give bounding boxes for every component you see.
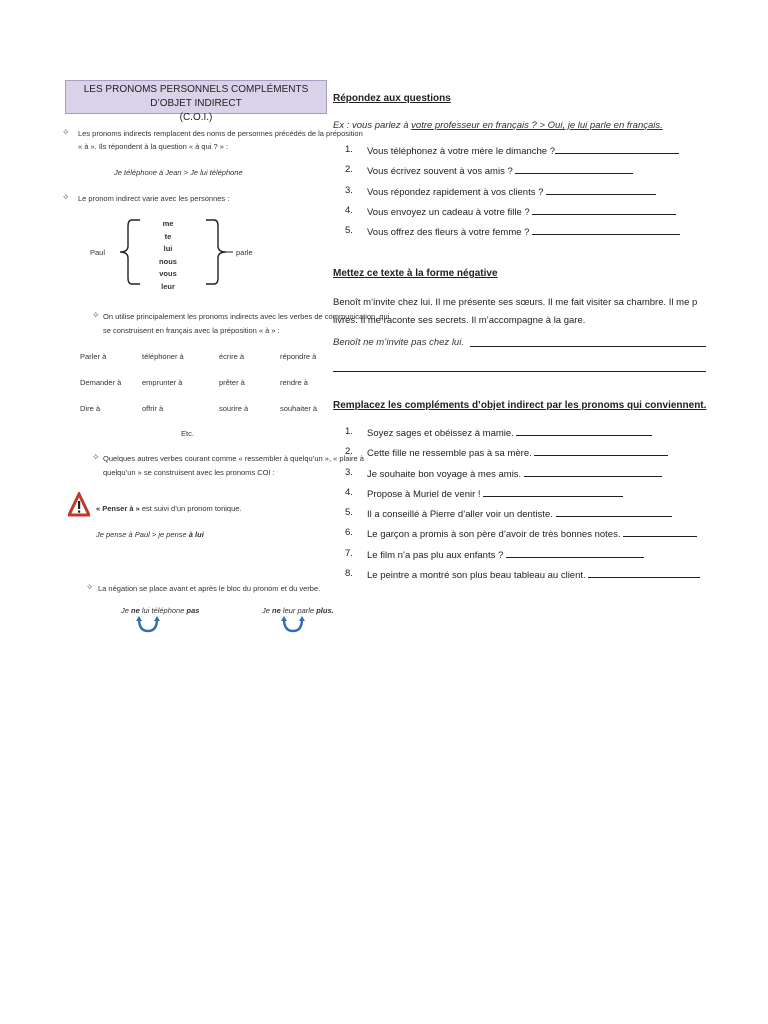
item-number: 4. (345, 486, 353, 498)
paragraph-line-1: Benoît m’invite chez lui. Il me présente ses sœurs. Il me fait visiter sa chambre. Il me p (333, 297, 698, 308)
warning-example-bold: à lui (188, 530, 204, 539)
paragraph-line-2: livres. Il me raconte ses secrets. Il m’accompagne à la gare. (333, 315, 586, 326)
bullet-diamond-icon: ✧ (92, 310, 100, 320)
item-number: 7. (345, 547, 353, 559)
answer-blank[interactable] (524, 467, 662, 477)
pronoun-column (152, 218, 184, 293)
worksheet-title-box (65, 80, 327, 123)
item-number: 8. (345, 568, 353, 580)
verb-cell: écrire à (219, 352, 245, 361)
sentence-text: Il a conseillé à Pierre d’aller voir un dentiste. (367, 509, 553, 521)
verb-cell: offrir à (142, 404, 164, 413)
neg2-plus: plus. (316, 606, 334, 615)
etc-label: Etc. (181, 429, 194, 438)
item-number: 5. (345, 507, 353, 519)
warning-prefix: « Penser à » (96, 504, 140, 513)
title-line-2: (C.O.I.) (179, 112, 213, 123)
verb-cell: répondre à (280, 352, 317, 361)
item-number: 4. (345, 204, 353, 216)
sentence-text: Cette fille ne ressemble pas à sa mère. (367, 448, 532, 460)
answer-example: Benoît ne m’invite pas chez lui. (333, 337, 464, 348)
question-text: Vous téléphonez à votre mère le dimanche ? (367, 146, 556, 157)
neg1-ne: ne (131, 606, 140, 615)
answer-rule[interactable] (333, 371, 706, 372)
item-number: 2. (345, 446, 353, 458)
diagram-subject: Paul (90, 248, 106, 257)
example-1: Je téléphone à Jean > Je lui téléphone (114, 168, 243, 177)
verb-cell: téléphoner à (142, 352, 184, 361)
answer-blank[interactable] (532, 205, 676, 215)
answer-blank[interactable] (588, 568, 700, 578)
verb-cell: rendre à (280, 378, 308, 387)
bullet-diamond-icon: ✧ (92, 452, 100, 462)
answer-blank[interactable] (506, 548, 644, 558)
verb-cell: sourire à (219, 404, 249, 413)
example-start: Ex : vous parlez à (333, 120, 412, 131)
sentence-text: Propose à Muriel de venir ! (367, 488, 481, 500)
item-number: 6. (345, 527, 353, 539)
example-line (333, 120, 663, 131)
verb-cell: emprunter à (142, 378, 183, 387)
negation-paragraph (333, 294, 768, 330)
answer-blank[interactable] (623, 527, 697, 537)
answer-rule[interactable] (470, 346, 706, 347)
verb-cell: Demander à (80, 378, 122, 387)
answer-blank[interactable] (534, 446, 668, 456)
title-line-1: LES PRONOMS PERSONNELS COMPLÉMENTS D’OBJET INDIRECT (83, 84, 309, 109)
bullet-diamond-icon: ✧ (86, 582, 94, 592)
sentence-text: Le peintre a montré son plus beau tableau au client. (367, 570, 586, 582)
warning-text (96, 503, 242, 514)
rule1-line1: Les pronoms indirects remplacent des noms de personnes précédés de la préposition (78, 129, 363, 138)
curved-arrow-icon (135, 616, 161, 634)
answer-blank[interactable] (516, 426, 652, 436)
rule1-line2: « à ». Ils répondent à la question « à qui ? » : (78, 142, 229, 151)
rule3-line2: se construisent en français avec la préposition « à » : (103, 326, 280, 335)
neg2-mid: leur parle (280, 606, 317, 615)
curved-arrow-icon (280, 616, 306, 634)
section1-title: Répondez aux questions (333, 93, 451, 104)
right-brace-icon (204, 218, 234, 286)
bullet-diamond-icon: ✧ (62, 127, 70, 137)
warning-rest: est suivi d’un pronom tonique. (139, 504, 242, 513)
diagram-verb: parle (236, 248, 253, 257)
neg1-mid: lui téléphone (139, 606, 187, 615)
answer-blank[interactable] (555, 144, 679, 154)
question-text: Vous envoyez un cadeau à votre fille ? (367, 206, 530, 218)
pronoun-me: me (162, 219, 174, 228)
item-number: 2. (345, 164, 353, 176)
section2-title: Mettez ce texte à la forme négative (333, 268, 498, 279)
question-text: Vous répondez rapidement à vos clients ? (367, 186, 544, 198)
item-number: 3. (345, 184, 353, 196)
negation-example-2 (262, 606, 334, 615)
sentence-text: Le film n’a pas plu aux enfants ? (367, 549, 504, 561)
item-number: 1. (345, 144, 353, 155)
neg1-je: Je (121, 606, 132, 615)
rule3-line1: On utilise principalement les pronoms indirects avec les verbes de communication, qui (103, 312, 390, 321)
bullet-diamond-icon: ✧ (62, 192, 70, 202)
neg2-ne: ne (272, 606, 281, 615)
warning-icon (68, 492, 90, 518)
item-number: 3. (345, 466, 353, 478)
answer-blank[interactable] (483, 487, 623, 497)
left-brace-icon (116, 218, 142, 286)
negation-example-1 (121, 606, 199, 615)
pronoun-lui: lui (163, 244, 173, 253)
sentence-text: Soyez sages et obéissez à mamie. (367, 428, 514, 439)
section3-title: Remplacez les compléments d’objet indirect par les pronoms qui conviennent. (333, 400, 707, 411)
verb-cell: Dire à (80, 404, 101, 413)
item-number: 5. (345, 225, 353, 237)
question-text: Vous écrivez souvent à vos amis ? (367, 166, 513, 178)
answer-blank[interactable] (556, 507, 672, 517)
verb-cell: prêter à (219, 378, 245, 387)
warning-example-start: Je pense à Paul > je pense (96, 530, 189, 539)
answer-blank[interactable] (532, 225, 680, 235)
rule2: Le pronom indirect varie avec les personnes : (78, 194, 230, 203)
neg1-pas: pas (186, 606, 200, 615)
sentence-text: Je souhaite bon voyage à mes amis. (367, 468, 522, 480)
pronoun-te: te (164, 231, 172, 241)
question-text: Vous offrez des fleurs à votre femme ? (367, 227, 530, 239)
rule5: La négation se place avant et après le bloc du pronom et du verbe. (98, 584, 321, 593)
pronoun-nous: nous (159, 256, 177, 266)
item-number: 1. (345, 426, 353, 437)
pronoun-leur: leur (161, 281, 175, 291)
answer-blank[interactable] (515, 164, 633, 174)
verb-cell: souhaiter à (280, 404, 318, 413)
answer-blank[interactable] (546, 185, 656, 195)
verb-cell: Parler à (80, 352, 107, 361)
example-underlined: votre professeur en français ? > Oui, je lui parle en français. (411, 120, 663, 131)
pronoun-vous: vous (159, 269, 177, 278)
warning-example (96, 529, 204, 540)
neg2-je: Je (262, 606, 273, 615)
rule4-line2: quelqu’un » se construisent avec les pronoms COI : (103, 468, 275, 477)
rule4-line1: Quelques autres verbes courant comme « ressembler à quelqu’un », « plaire à (103, 454, 364, 463)
sentence-text: Le garçon a promis à son père d’avoir de très bonnes notes. (367, 529, 621, 541)
